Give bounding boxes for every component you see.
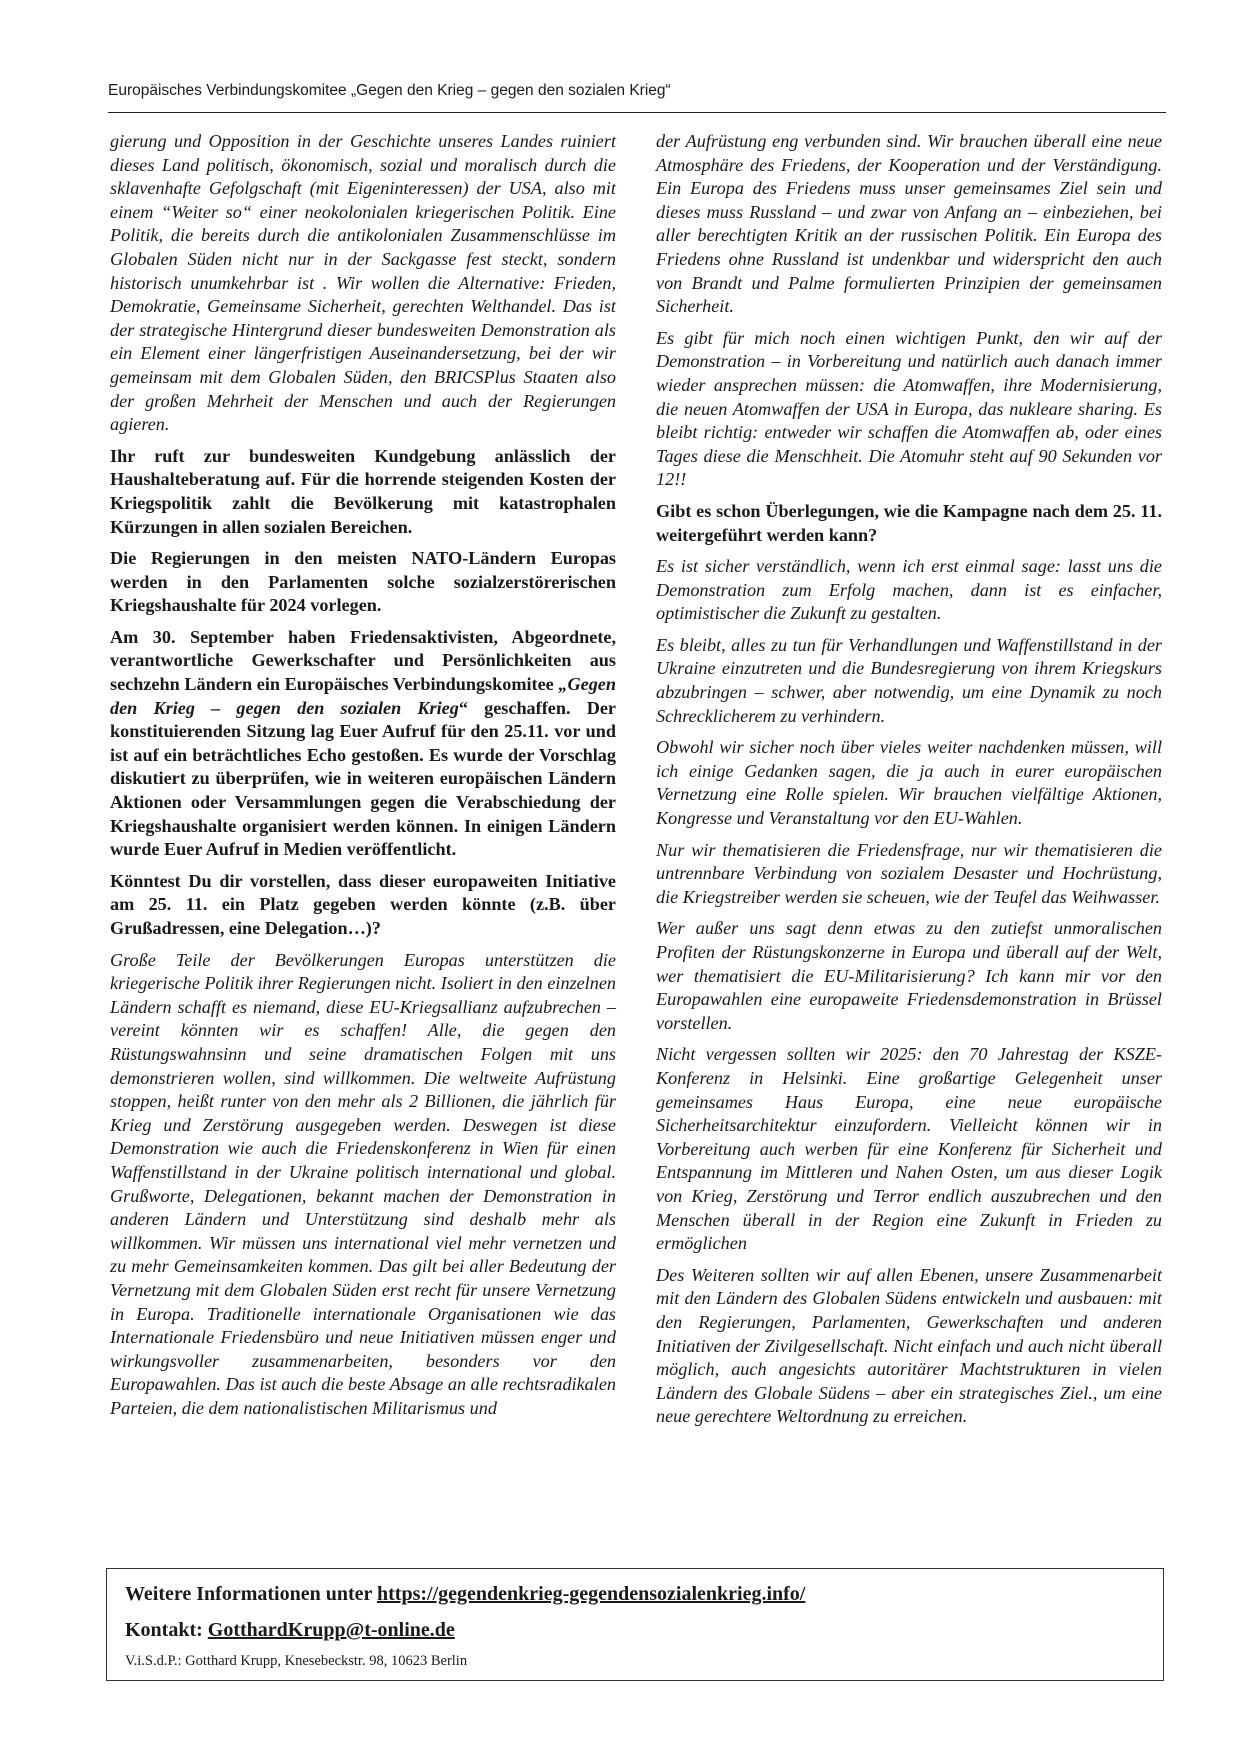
left-question-3-start: Am 30. September haben Friedensaktivisten, Abgeordnete, verantwortliche Gewerkschafter und Persönlichkeiten aus sechzehn Ländern ein Europäisches Verbindungskomitee xyxy=(110,626,616,695)
right-paragraph-7: Nur wir thematisieren die Friedensfrage, nur wir thematisieren die untrennbare Verbindung von sozialem Desaster und Hochrüstung, die Kriegstreiber werden sie scheuen, wie der Teufel das Weihwasser. xyxy=(656,839,1162,907)
right-paragraph-2: Es gibt für mich noch einen wichtigen Punkt, den wir auf der Demonstration – in Vorbereitung und natürlich auch danach immer wieder ansprechen müssen: die Atomwaffen, ihre Modernisierung, die neuen Atomwaffen der USA in Europa, das nukleare sharing. Es bleibt richtig: entweder wir schaffen die Atomwaffen ab, oder eines Tages diese die Menschheit. Die Atomuhr steht auf 90 Sekunden vor 12!! xyxy=(656,327,1162,490)
info-line xyxy=(125,1583,805,1606)
left-question-2: Die Regierungen in den meisten NATO-Ländern Europas werden in den Parlamenten solche sozialzerstörerischen Kriegshaushalte für 2024 vorlegen. xyxy=(110,548,616,616)
right-paragraph-5: Es bleibt, alles zu tun für Verhandlungen und Waffenstillstand in der Ukraine einzutreten und die Bundesregierung von ihrem Kriegskurs abzubringen – schwer, aber notwendig, um eine Dynamik zu noch Schrecklicherem zu verhindern. xyxy=(656,634,1162,726)
contact-label: Kontakt: xyxy=(125,1619,208,1641)
footer-box xyxy=(106,1568,1164,1681)
right-column xyxy=(656,130,1162,1437)
imprint: V.i.S.d.P.: Gotthard Krupp, Knesebeckstr. 98, 10623 Berlin xyxy=(125,1653,468,1669)
website-link[interactable]: https://gegendenkrieg-gegendensozialenkrieg.info/ xyxy=(377,1583,806,1605)
left-question-3-end: “ geschaffen. Der konstituierenden Sitzung lag Euer Aufruf für den 25.11. vor und ist auf ein beträchtliches Echo gestoßen. Es wurde der Vorschlag diskutiert zu überprüfen, wie in weiteren europäischen Ländern Aktionen oder Versammlungen gegen die Verabschiedung der Kriegshaushalte organisiert werden können. In einigen Ländern wurde Euer Aufruf in Medien veröffentlicht. xyxy=(110,697,616,860)
email-link[interactable]: GotthardKrupp@t-online.de xyxy=(207,1619,455,1641)
right-question: Gibt es schon Überlegungen, wie die Kampagne nach dem 25. 11. weitergeführt werden kann? xyxy=(656,500,1162,545)
header-divider xyxy=(108,112,1166,113)
page-header: Europäisches Verbindungskomitee „Gegen den Krieg – gegen den sozialen Krieg“ xyxy=(108,82,671,99)
right-paragraph-8: Wer außer uns sagt denn etwas zu den zutiefst unmoralischen Profiten der Rüstungskonzerne in Europa und überall auf der Welt, wer thematisiert die EU-Militarisierung? Ich kann mir vor den Europawahlen eine europaweite Friedensdemonstration in Brüssel vorstellen. xyxy=(656,918,1162,1033)
left-answer: Große Teile der Bevölkerungen Europas unterstützen die kriegerische Politik ihrer Regierungen nicht. Isoliert in den einzelnen Ländern schafft es niemand, diese EU-Kriegsallianz aufzubrechen – vereint könnten wir es schaffen! Alle, die gegen den Rüstungswahnsinn und seine dramatischen Folgen mit uns demonstrieren wollen, sind willkommen. Die weltweite Aufrüstung stoppen, heißt runter von den mehr als 2 Billionen, die jährlich für Krieg und Zerstörung ausgegeben werden. Deswegen ist diese Demonstration wie auch die Friedenskonferenz in Wien für einen Waffenstillstand in der Ukraine politisch international und global. Grußworte, Delegationen, bekannt machen der Demonstration in anderen Ländern und Unterstützung sind deshalb mehr als willkommen. Wir müssen uns international viel mehr vernetzen und zu mehr Gemeinsamkeiten kommen. Das gilt bei aller Bedeutung der Vernetzung mit dem Globalen Süden erst recht für unsere Vernetzung in Europa. Traditionelle internationale Organisationen wie das Internationale Friedensbüro und neue Initiativen müssen enger und wirkungsvoller zusammenarbeiten, besonders vor den Europawahlen. Das ist auch die beste Absage an alle rechtsradikalen Parteien, die dem nationalistischen Militarismus und xyxy=(110,949,616,1418)
left-column xyxy=(110,130,616,1428)
left-question-1: Ihr ruft zur bundesweiten Kundgebung anlässlich der Haushalteberatung auf. Für die horrende steigenden Kosten der Kriegspolitik zahlt die Bevölkerung mit katastrophalen Kürzungen in allen sozialen Bereichen. xyxy=(110,445,616,537)
right-paragraph-1: der Aufrüstung eng verbunden sind. Wir brauchen überall eine neue Atmosphäre des Friedens, der Kooperation und der Verständigung. Ein Europa des Friedens muss unser gemeinsames Ziel sein und dieses muss Russland – und zwar von Anfang an – einbeziehen, bei aller berechtigten Kritik an der russischen Politik. Ein Europa des Friedens ohne Russland ist undenkbar und widerspricht den auch von Brandt und Palme formulierten Prinzipien der gemeinsamen Sicherheit. xyxy=(656,131,1162,317)
left-question-3 xyxy=(110,626,616,862)
left-paragraph-1: gierung und Opposition in der Geschichte unseres Landes ruiniert dieses Land politisch, ökonomisch, sozial und moralisch durch die sklavenhafte Gefolgschaft (mit Eigeninteressen) der USA, also mit einem “Weiter so“ einer neokolonialen kriegerischen Politik. Eine Politik, die bereits durch die antikolonialen Zusammenschlüsse im Globalen Süden nicht nur in der Sackgasse fest steckt, sondern historisch unumkehrbar ist . Wir wollen die Alternative: Frieden, Demokratie, Gemeinsame Sicherheit, gerechten Welthandel. Das ist der strategische Hintergrund dieser bundesweiten Demonstration als ein Element einer längerfristigen Auseinandersetzung, bei der wir gemeinsam mit dem Globalen Süden, den BRICSPlus Staaten also der großen Mehrheit der Menschen und auch der Regierungen agieren. xyxy=(110,131,616,435)
right-paragraph-4: Es ist sicher verständlich, wenn ich erst einmal sage: lasst uns die Demonstration zum Erfolg machen, dann ist es einfacher, optimistischer die Zukunft zu gestalten. xyxy=(656,556,1162,624)
contact-line xyxy=(125,1619,455,1642)
right-paragraph-10: Des Weiteren sollten wir auf allen Ebenen, unsere Zusammenarbeit mit den Ländern des Globalen Südens entwickeln und ausbauen: mit den Regierungen, Parlamenten, Gewerkschaften und anderen Initiativen der Zivilgesellschaft. Nicht einfach und auch nicht überall möglich, auch angesichts autoritärer Machtstrukturen in vielen Ländern des Globale Südens – aber ein strategisches Ziel., um eine neue gerechtere Weltordnung zu erreichen. xyxy=(656,1264,1162,1427)
right-paragraph-6: Obwohl wir sicher noch über vieles weiter nachdenken müssen, will ich einige Gedanken sagen, die ja auch in eurer europäischen Vernetzung eine Rolle spielen. Wir brauchen vielfältige Aktionen, Kongresse und Veranstaltung vor den EU-Wahlen. xyxy=(656,737,1162,829)
info-label: Weitere Informationen unter xyxy=(125,1583,378,1605)
left-question-4: Könntest Du dir vorstellen, dass dieser europaweiten Initiative am 25. 11. ein Platz gegeben werden könnte (z.B. über Grußadressen, eine Delegation…)? xyxy=(110,870,616,938)
committee-name: „Gegen den Krieg – gegen den sozialen Krieg xyxy=(110,674,616,718)
right-paragraph-9: Nicht vergessen sollten wir 2025: den 70 Jahrestag der KSZE-Konferenz in Helsinki. Eine großartige Gelegenheit unser gemeinsames Haus Europa, eine neue europäische Sicherheitsarchitektur einzufordern. Vielleicht können wir in Vorbereitung auch werben für eine Konferenz für Sicherheit und Entspannung im Mittleren und Nahen Osten, um aus dieser Logik von Krieg, Zerstörung und Terror endlich auszubrechen und den Menschen überall in der Region eine Zukunft in Frieden zu ermöglichen xyxy=(656,1044,1162,1254)
